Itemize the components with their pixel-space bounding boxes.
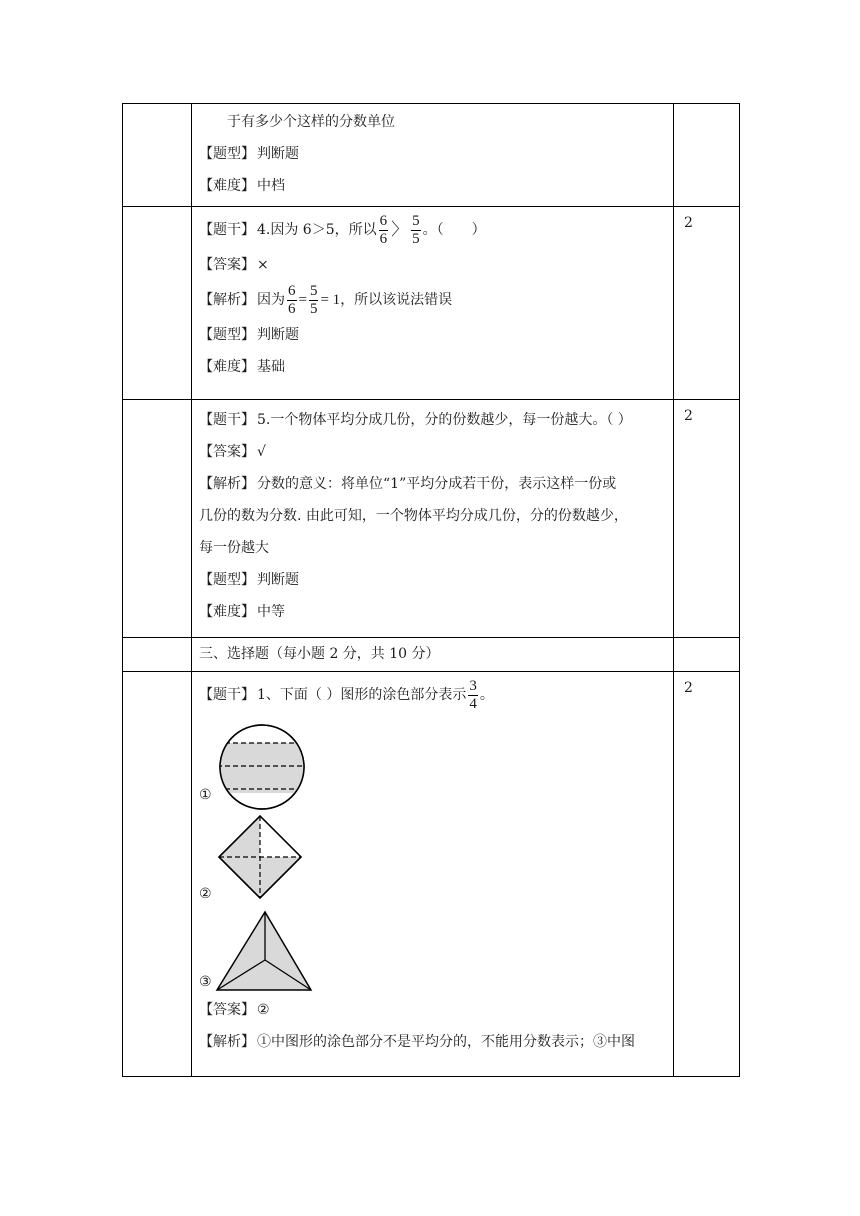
score-cell [674,104,740,207]
option-figure-2 [199,810,667,908]
question-type-line: 【题型】 判断题 [199,146,299,162]
question-stem: 【题干】 4.因为 6＞5，所以 $\frac{6}{6}$ 〉 $\frac{5}{5}$ 。（ ） [199,212,486,247]
table-row [123,207,740,400]
answer-line: 【答案】 ② [199,1002,270,1018]
question-stem: 【题干】 5.一个物体平均分成几份，分的份数越少，每一份越大。（ ） [199,412,632,428]
content-cell [192,638,674,672]
circle-strips-icon [217,722,307,812]
table-row [123,672,740,1077]
answer-line: 【答案】 × [199,257,269,273]
diamond-quarters-icon [217,814,303,900]
table-row [123,400,740,638]
content-cell [192,400,674,638]
section-title: 三、选择题（每小题 2 分，共 10 分） [199,646,440,662]
score-cell [674,638,740,672]
row-index-cell [123,638,192,672]
score-cell: 2 [674,207,740,400]
fraction: $\frac{5}{5}$ [309,282,318,317]
triangle-thirds-icon [213,908,313,994]
continued-text: 于有多少个这样的分数单位 [227,114,395,130]
content-cell [192,207,674,400]
fraction: $\frac{5}{5}$ [412,212,420,247]
difficulty-line: 【难度】 中等 [199,604,285,620]
option-marker: ① [199,787,212,803]
row-index-cell [123,400,192,638]
analysis-line: 每一份越大 [199,540,269,556]
option-figure-1 [199,714,667,810]
question-table [122,103,740,1077]
difficulty-line: 【难度】 基础 [199,359,285,375]
content-cell [192,672,674,1077]
question-stem: 【题干】 1、下面（ ）图形的涂色部分表示 $\frac{3}{4}$ 。 [199,677,494,712]
score-cell: 2 [674,672,740,1077]
difficulty-line: 【难度】 中档 [199,178,285,194]
analysis-line: 【解析】 因为 $\frac{6}{6}$ = $\frac{5}{5}$ = 1，所以该说法错误 [199,282,453,317]
question-type-line: 【题型】 判断题 [199,572,299,588]
option-marker: ② [199,886,212,902]
score-cell: 2 [674,400,740,638]
fraction: $\frac{3}{4}$ [469,677,477,712]
option-figure-3 [199,908,667,994]
analysis-line: 【解析】 ①中图形的涂色部分不是平均分的，不能用分数表示；③中图 [199,1034,635,1050]
row-index-cell [123,207,192,400]
analysis-line: 几份的数为分数. 由此可知，一个物体平均分成几份，分的份数越少， [199,508,628,524]
row-index-cell [123,672,192,1077]
content-cell [192,104,674,207]
fraction: $\frac{6}{6}$ [379,212,388,247]
fraction: $\frac{6}{6}$ [288,282,296,317]
question-type-line: 【题型】 判断题 [199,327,299,343]
answer-line: 【答案】 √ [199,444,266,460]
table-row [123,104,740,207]
row-index-cell [123,104,192,207]
option-marker: ③ [199,974,212,990]
analysis-line: 【解析】 分数的意义：将单位“1”平均分成若干份，表示这样一份或 [199,476,617,492]
table-row [123,638,740,672]
